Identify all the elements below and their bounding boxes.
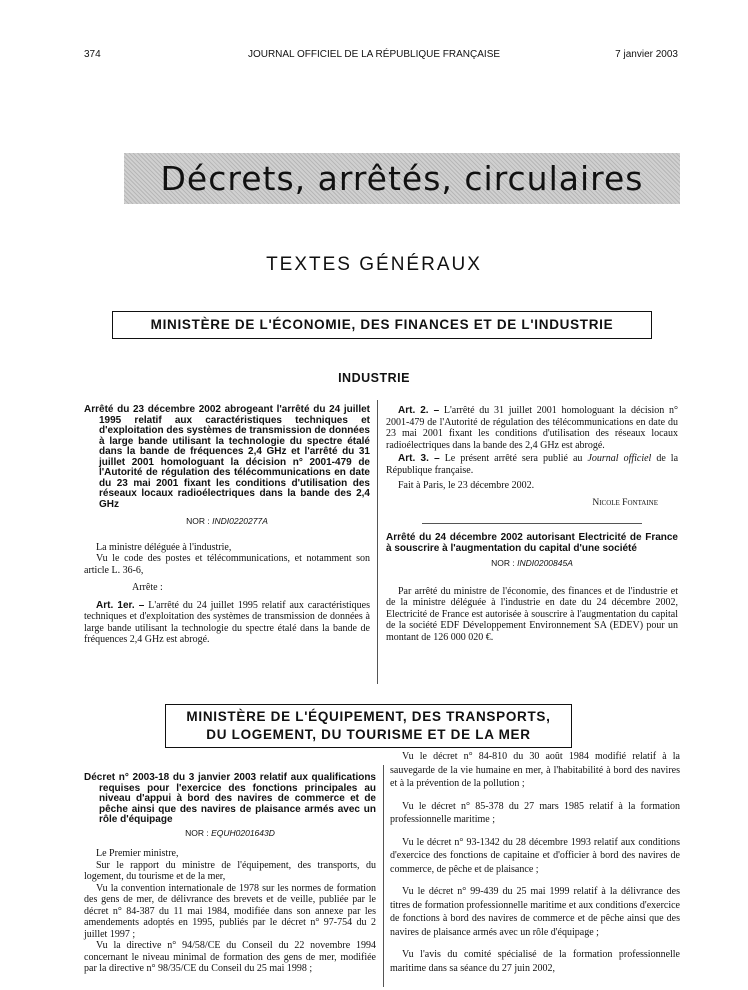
ministry2-title xyxy=(182,708,554,744)
arrete1-right-column xyxy=(386,405,678,643)
arrete1-left-column xyxy=(84,405,370,646)
decret-nor: NOR : EQUH0201643D xyxy=(185,827,275,838)
column-divider xyxy=(377,400,378,684)
decret-vu-convention: Vu la convention internationale de 1978 sur les normes de formation des gens de mer, de délivrance des brevets et de veille, publiée par le décret n° 84-387 du 11 mai 1984, modifiée dans son annexe par les amendements adoptés en 1995, publiés par le décret n° 97-754 du 2 juillet 1997 ; xyxy=(84,882,376,940)
separator xyxy=(422,523,642,524)
banner-title: Décrets, arrêtés, circulaires xyxy=(160,159,644,198)
arrete1-article2: Art. 2. – L'arrêté du 31 juillet 2001 homologuant la décision n° 2001-479 de l'Autorité de régulation des télécommunications en date du 23 mai 2001 fixant les conditions d'utilisation des réseaux locaux radioélectriques dans la bande des 2,4 GHz est abrogé. xyxy=(386,405,679,451)
ministry-title: MINISTÈRE DE L'ÉCONOMIE, DES FINANCES ET DE L'INDUSTRIE xyxy=(147,316,618,334)
ministry-box-economy xyxy=(112,311,652,339)
decret-right-column xyxy=(390,750,680,975)
arrete1-fait: Fait à Paris, le 23 décembre 2002. xyxy=(398,480,535,491)
section-banner xyxy=(124,153,680,204)
decret-left-column xyxy=(84,773,376,975)
arrete1-title: Arrêté du 23 décembre 2002 abrogeant l'arrêté du 24 juillet 1995 relatif aux caractéristiques techniques et d'exploitation des systèmes de transmission de données à large bande utilisant la technologie du spectre étalé dans la bande de fréquences 2,4 GHz et l'arrêté du 31 juillet 2001 homologuant la décision n° 2001-479 de l'Autorité de régulation des télécommunications en date du 23 mai 2001 fixant les conditions d'utilisation des réseaux locaux radioélectriques dans la bande des 2,4 GHz xyxy=(84,404,370,510)
arrete1-signature: Nicole Fontaine xyxy=(592,497,658,508)
ministry2-line1: MINISTÈRE DE L'ÉQUIPEMENT, DES TRANSPORTS, xyxy=(186,709,551,724)
decret-vu-avis: Vu l'avis du comité spécialisé de la formation professionnelle maritime dans sa séance du 27 juin 2002, xyxy=(390,949,680,974)
arrete2-body: Par arrêté du ministre de l'économie, des finances et de l'industrie et de la ministre déléguée à l'industrie en date du 24 décembre 2002, Electricité de France est autorisée à souscrire à l'augmentation du capital de la société EDF Développement Environnement SA (EDEV) pour un montant de 126 000 020 €. xyxy=(386,585,678,643)
arrete1-minister: La ministre déléguée à l'industrie, xyxy=(96,541,232,553)
column-divider xyxy=(383,765,384,987)
decret-vu-1999: Vu le décret n° 99-439 du 25 mai 1999 relatif à la délivrance des titres de formation professionnelle maritime et aux conditions d'exercice de fonctions à bord des navires de commerce et de pêche ainsi que des navires de plaisance armés avec un rôle d'équipage ; xyxy=(390,886,680,938)
decret-title: Décret n° 2003-18 du 3 janvier 2003 relatif aux qualifications requises pour l'exercice des fonctions principales au niveau d'appui à bord des navires de commerce et de pêche ainsi que des navires de plaisance armés avec un rôle d'équipage xyxy=(84,772,376,825)
ministry2-line2: DU LOGEMENT, DU TOURISME ET DE LA MER xyxy=(206,727,531,742)
issue-date: 7 janvier 2003 xyxy=(615,49,678,60)
decret-vu-1985: Vu le décret n° 85-378 du 27 mars 1985 relatif à la formation professionnelle maritime ; xyxy=(390,800,680,825)
decret-vu-1984: Vu le décret n° 84-810 du 30 août 1984 modifié relatif à la sauvegarde de la vie humaine en mer, à l'habitabilité à bord des navires et à la prévention de la pollution ; xyxy=(390,751,680,789)
decret-vu-1993: Vu le décret n° 93-1342 du 28 décembre 1993 relatif aux conditions d'exercice des fonctions de capitaine et d'officier à bord des navires de commerce, de pêche et de plaisance ; xyxy=(390,836,680,875)
decret-rapport: Sur le rapport du ministre de l'équipement, des transports, du logement, du tourisme et de la mer, xyxy=(84,859,376,882)
subsection-title: INDUSTRIE xyxy=(338,371,410,385)
page-number: 374 xyxy=(84,49,101,60)
ministry-box-equipment xyxy=(165,704,572,748)
arrete2-nor: NOR : INDI0200845A xyxy=(491,558,573,568)
journal-title: JOURNAL OFFICIEL DE LA RÉPUBLIQUE FRANÇAISE xyxy=(247,49,501,60)
decret-vu-directive: Vu la directive n° 94/58/CE du Conseil du 22 novembre 1994 concernant le niveau minimal de formation des gens de mer, modifiée par la directive n° 98/35/CE du Conseil du 25 mai 1998 ; xyxy=(84,940,376,974)
section-title: TEXTES GÉNÉRAUX xyxy=(266,254,482,275)
arrete1-vu: Vu le code des postes et télécommunications, et notamment son article L. 36-6, xyxy=(84,553,370,576)
arrete2-title: Arrêté du 24 décembre 2002 autorisant Electricité de France à souscrire à l'augmentation du capital d'une société xyxy=(386,532,678,554)
decret-minister: Le Premier ministre, xyxy=(96,848,179,859)
arrete1-article1: Art. 1er. – L'arrêté du 24 juillet 1995 relatif aux caractéristiques techniques et d'exploitation des systèmes de transmission de données à large bande utilisant la technologie du spectre étalé dans la bande de fréquences 2,4 GHz est abrogé. xyxy=(84,599,370,645)
arrete1-nor: NOR : INDI0220277A xyxy=(186,516,268,526)
arrete1-arrete: Arrête : xyxy=(132,582,163,593)
arrete1-article3: Art. 3. – Le présent arrêté sera publié au Journal officiel de la République française. xyxy=(386,453,679,476)
